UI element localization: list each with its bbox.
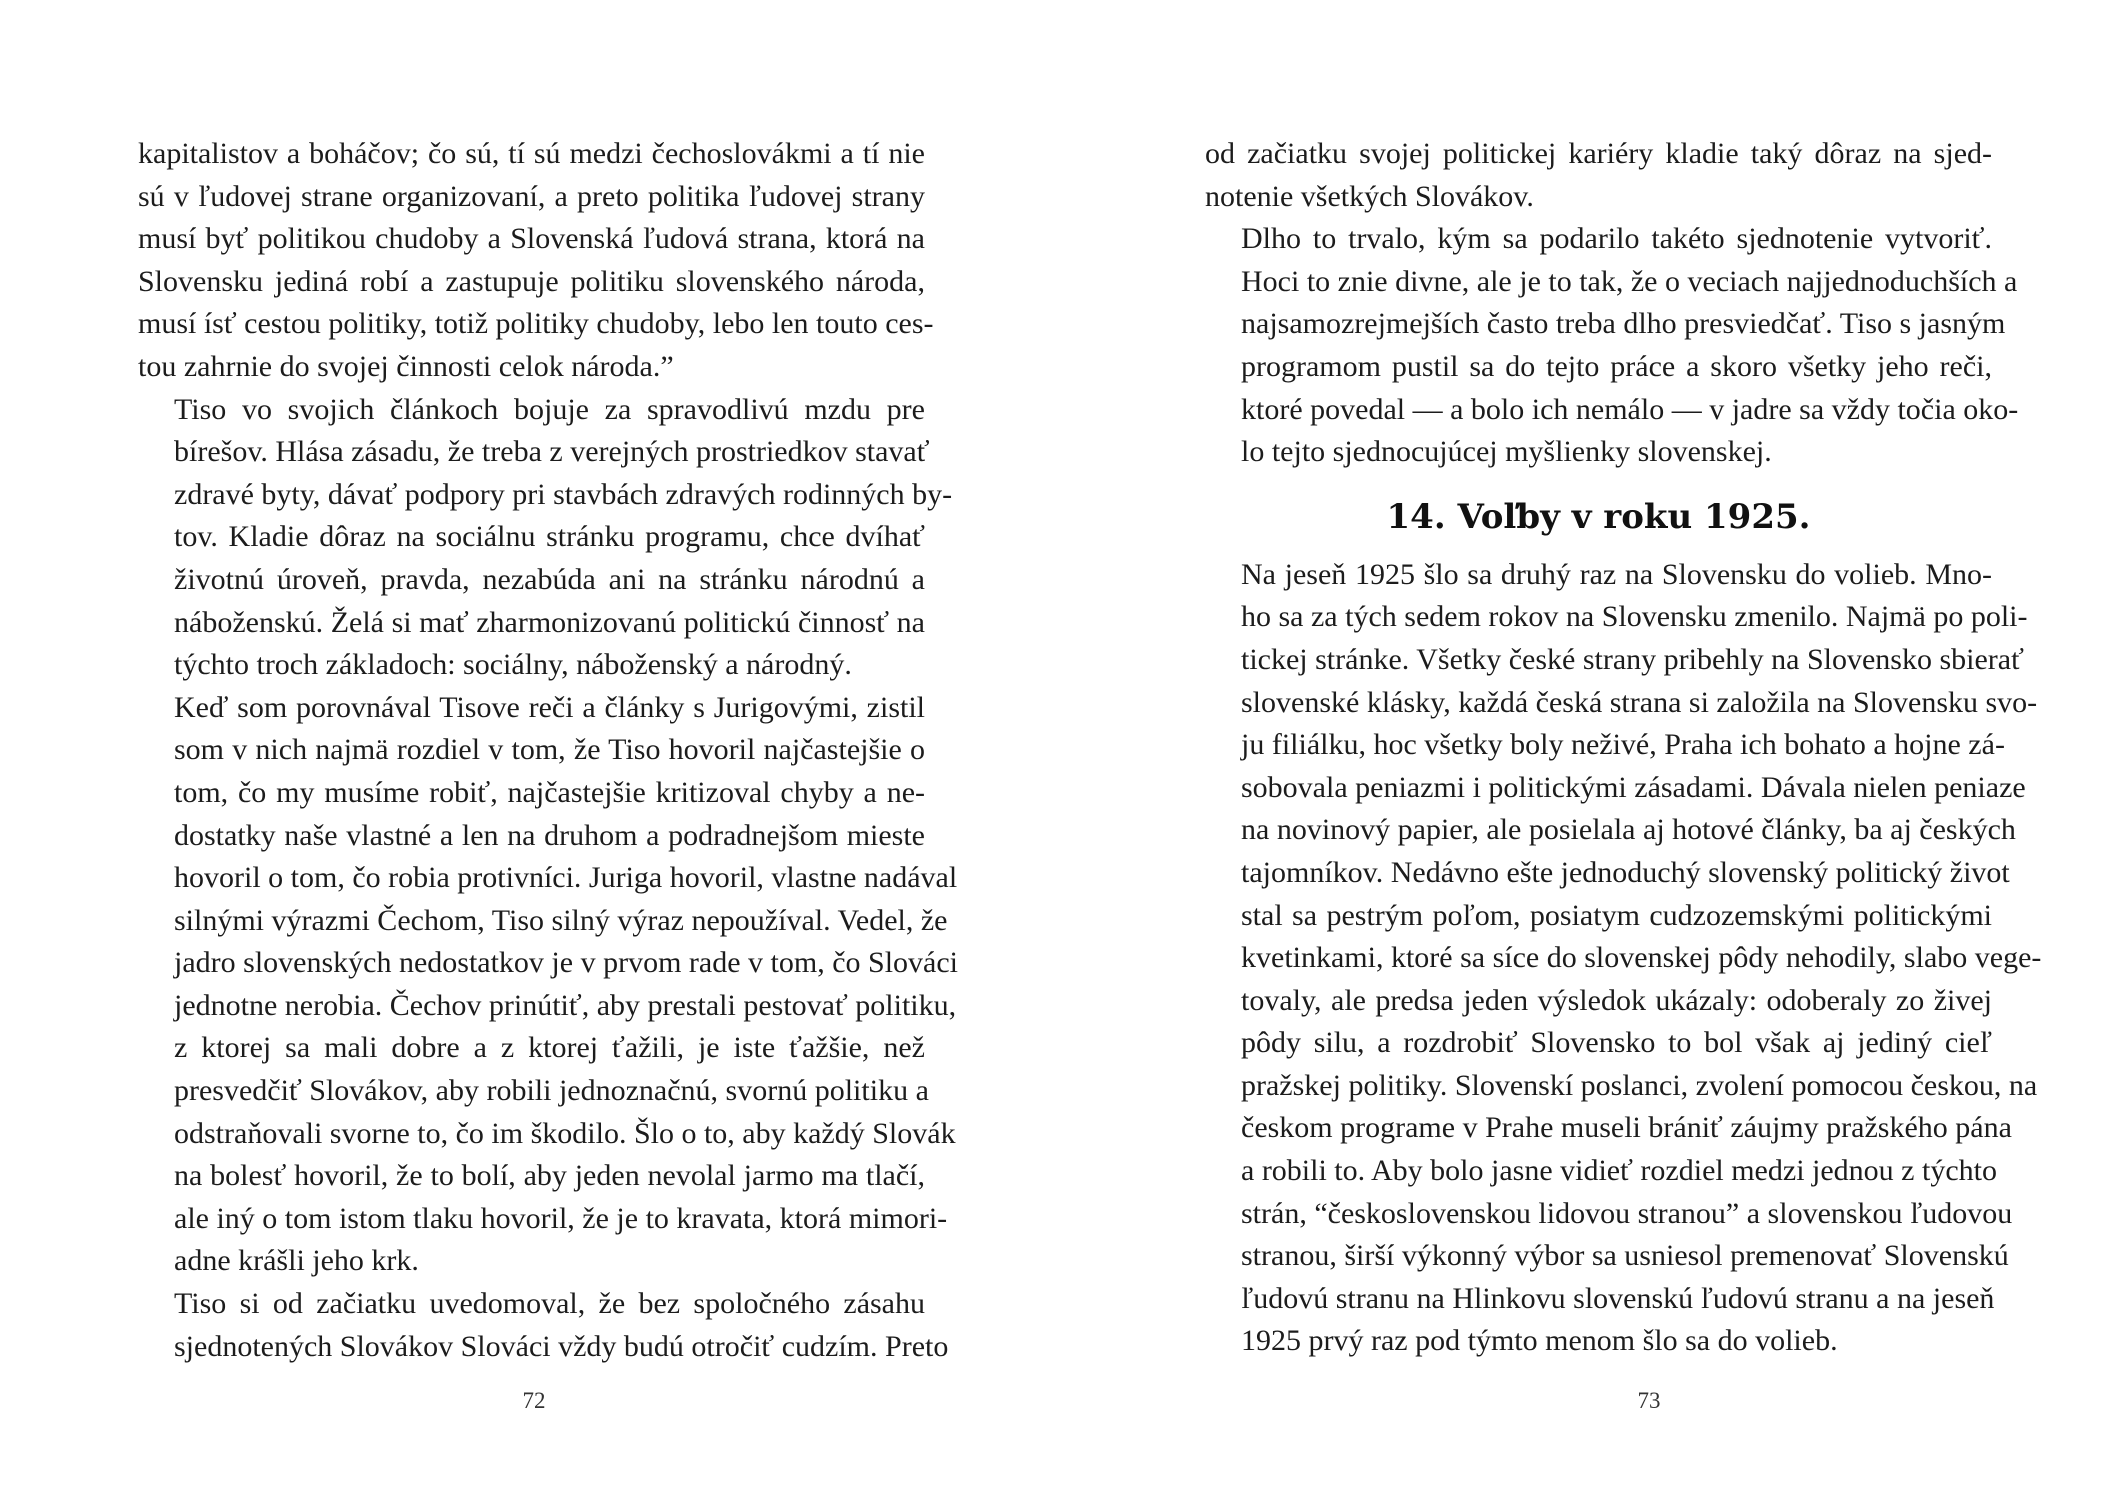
chapter-heading: 14. Voľby v roku 1925. [1386, 496, 1811, 537]
text-line: ho sa za tých sedem rokov na Slovensku zmenilo. Najmä po poli- [1241, 600, 2028, 634]
text-line: pôdy silu, a rozdrobiť Slovensko to bol však aj jediný cieľ [1241, 1026, 1992, 1060]
text-line: tov. Kladie dôraz na sociálnu stránku programu, chce dvíhať [174, 520, 925, 554]
text-line: notenie všetkých Slovákov. [1205, 179, 1534, 213]
text-line: na novinový papier, ale posielala aj hotové články, ba aj českých [1241, 813, 2016, 847]
text-line: silnými výrazmi Čechom, Tiso silný výraz nepoužíval. Vedel, že [174, 903, 948, 937]
text-line: tajomníkov. Nedávno ešte jednoduchý slovenský politický život [1241, 855, 2010, 889]
text-line: kapitalistov a boháčov; čo sú, tí sú medzi čechoslovákmi a tí nie [138, 137, 925, 170]
text-line: slovenské klásky, každá česká strana si založila na Slovensku svo- [1241, 685, 2038, 719]
text-line: českom programe v Prahe museli brániť záujmy pražského pána [1241, 1111, 2012, 1145]
text-line: Tiso vo svojich článkoch bojuje za spravodlivú mzdu pre [174, 392, 925, 426]
text-line: kvetinkami, ktoré sa síce do slovenskej pôdy nehodily, slabo vege- [1241, 941, 2042, 975]
text-line: musí ísť cestou politiky, totiž politiky chudoby, lebo len touto ces- [138, 307, 934, 341]
paragraph [1205, 554, 2042, 1363]
text-line: lo tejto sjednocujúcej myšlienky slovenskej. [1241, 435, 1772, 469]
left-page-text [138, 133, 958, 1368]
text-line: hovoril o tom, čo robia protivníci. Juriga hovoril, vlastne nadával [174, 861, 958, 895]
text-line: najsamozrejmejších často treba dlho presviedčať. Tiso s jasným [1241, 307, 2006, 341]
page-number: 72 [522, 1388, 546, 1413]
text-line: tovaly, ale predsa jeden výsledok ukázaly: odoberaly zo živej [1241, 983, 1992, 1017]
text-line: tom, čo my musíme robiť, najčastejšie kritizoval chyby a ne- [174, 775, 925, 809]
paragraph [1205, 218, 2019, 474]
text-line: Slovensku jediná robí a zastupuje politiku slovenského národa, [138, 264, 925, 298]
text-line: sjednotených Slovákov Slováci vždy budú otročiť cudzím. Preto [174, 1329, 949, 1363]
text-line: Keď som porovnával Tisove reči a články s Jurigovými, zistil [174, 690, 925, 724]
text-line: dostatky naše vlastné a len na druhom a podradnejšom mieste [174, 818, 925, 852]
text-line: jadro slovenských nedostatkov je v prvom rade v tom, čo Slováci [174, 946, 958, 980]
text-line: jednotne nerobia. Čechov prinútiť, aby prestali pestovať politiku, [174, 988, 957, 1022]
text-line: odstraňovali svorne to, čo im škodilo. Šlo o to, aby každý Slovák [174, 1116, 956, 1150]
text-line: Na jeseň 1925 šlo sa druhý raz na Slovensku do volieb. Mno- [1241, 557, 1992, 591]
text-line: Tiso si od začiatku uvedomoval, že bez spoločného zásahu [174, 1287, 925, 1321]
text-line: som v nich najmä rozdiel v tom, že Tiso hovoril najčastejšie o [174, 733, 925, 767]
text-line: ľudovú stranu na Hlinkovu slovenskú ľudovú stranu a na jeseň [1241, 1281, 1995, 1315]
text-line: sú v ľudovej strane organizovaní, a preto politika ľudovej strany [138, 179, 925, 213]
text-line: musí byť politikou chudoby a Slovenská ľudová strana, ktorá na [138, 222, 925, 256]
paragraph [1205, 133, 1992, 218]
paragraph [138, 133, 934, 389]
page-number: 73 [1637, 1388, 1661, 1413]
text-line: 1925 prvý raz pod týmto menom šlo sa do volieb. [1241, 1324, 1838, 1358]
text-line: tickej stránke. Všetky české strany pribehly na Slovensko sbierať [1241, 642, 2024, 676]
paragraph [138, 687, 958, 1283]
paragraph [138, 389, 953, 687]
text-line: a robili to. Aby bolo jasne vidieť rozdiel medzi jednou z týchto [1241, 1154, 1997, 1188]
text-line: adne krášli jeho krk. [174, 1244, 419, 1278]
text-line: stal sa pestrým poľom, posiatym cudzozemskými politickými [1241, 898, 1992, 932]
text-line: tou zahrnie do svojej činnosti celok národa.” [138, 349, 674, 383]
paragraph [138, 1283, 949, 1368]
text-line: zdravé byty, dávať podpory pri stavbách zdravých rodinných by- [174, 477, 953, 511]
text-line: ktoré povedal — a bolo ich nemálo — v jadre sa vždy točia oko- [1241, 392, 2019, 426]
text-line: na bolesť hovoril, že to bolí, aby jeden nevolal jarmo ma tlačí, [174, 1159, 925, 1193]
text-line: stranou, širší výkonný výbor sa usniesol premenovať Slovenskú [1241, 1239, 2009, 1273]
text-line: ju filiálku, hoc všetky boly neživé, Praha ich bohato a hojne zá- [1241, 728, 2005, 762]
text-line: sobovala peniazmi i politickými zásadami. Dávala nielen peniaze [1241, 770, 2026, 804]
text-line: z ktorej sa mali dobre a z ktorej ťažili, je iste ťažšie, než [174, 1031, 925, 1065]
text-line: Dlho to trvalo, kým sa podarilo takéto sjednotenie vytvoriť. [1241, 222, 1992, 256]
text-line: bírešov. Hlása zásadu, že treba z verejných prostriedkov stavať [174, 435, 930, 469]
text-line: Hoci to znie divne, ale je to tak, že o veciach najjednoduchších a [1241, 264, 2018, 298]
text-line: od začiatku svojej politickej kariéry kladie taký dôraz na sjed- [1205, 137, 1992, 170]
right-page [1059, 0, 2118, 1500]
text-line: životnú úroveň, pravda, nezabúda ani na stránku národnú a [174, 562, 925, 596]
text-line: strán, “československou lidovou stranou” a slovenskou ľudovou [1241, 1196, 2013, 1230]
right-page-text [1205, 133, 2042, 1363]
text-line: týchto troch základoch: sociálny, náboženský a národný. [174, 648, 852, 682]
text-line: presvedčiť Slovákov, aby robili jednoznačnú, svornú politiku a [174, 1074, 929, 1108]
text-line: pražskej politiky. Slovenskí poslanci, zvolení pomocou českou, na [1241, 1068, 2038, 1102]
text-line: ale iný o tom istom tlaku hovoril, že je to kravata, ktorá mimori- [174, 1201, 948, 1235]
text-line: programom pustil sa do tejto práce a skoro všetky jeho reči, [1241, 349, 1992, 383]
text-line: náboženskú. Želá si mať zharmonizovanú politickú činnosť na [174, 605, 925, 639]
